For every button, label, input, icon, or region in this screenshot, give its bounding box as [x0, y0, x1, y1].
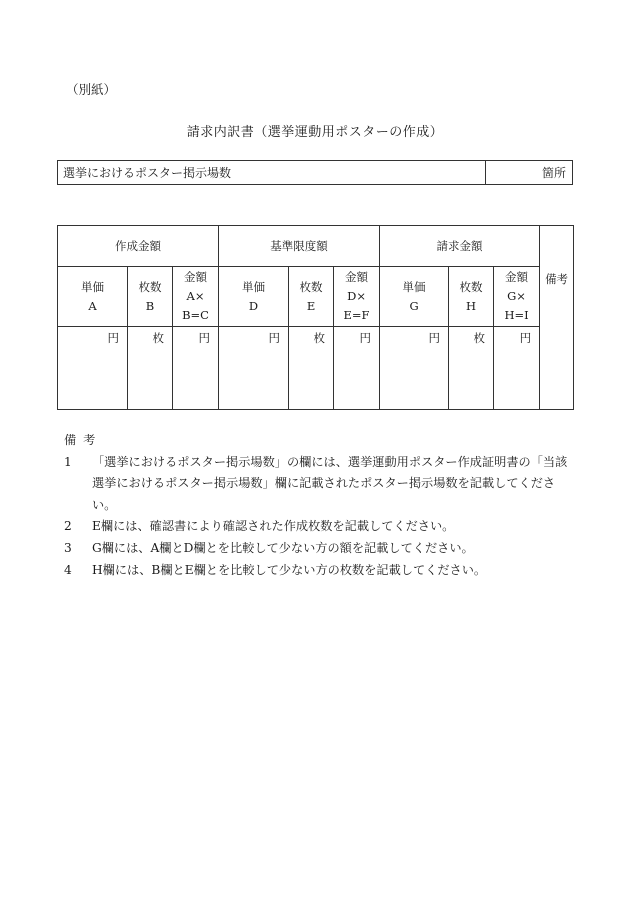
unit-cell: 円 [494, 327, 540, 410]
note-item [64, 560, 578, 582]
note-number: 4 [64, 562, 72, 577]
notes-section [64, 430, 578, 581]
note-item [64, 452, 578, 517]
column-header-line: D [248, 298, 259, 313]
unit-cell: 円 [219, 327, 289, 410]
column-header-line: 枚数 [299, 279, 323, 294]
note-text: H欄には、B欄とE欄とを比較して少ない方の枚数を記載してください。 [92, 562, 487, 577]
column-header-line: D× [347, 289, 366, 304]
column-header-line: 金額 [505, 270, 529, 285]
column-header-line: A [88, 298, 97, 313]
remarks-header: 備考 [540, 226, 574, 410]
column-header-line: B=C [182, 307, 209, 322]
unit-cell: 枚 [449, 327, 494, 410]
unit-cell: 円 [380, 327, 449, 410]
note-number: 1 [64, 454, 72, 469]
column-header-line: H [466, 298, 477, 313]
column-header-line: 金額 [184, 270, 208, 285]
unit-cell: 枚 [128, 327, 173, 410]
table-row [58, 267, 574, 327]
amount-breakdown-table [57, 225, 574, 410]
column-header-line: G [409, 298, 419, 313]
column-header [219, 267, 289, 327]
attachment-label: （別紙） [66, 82, 117, 97]
column-header-line: G× [507, 289, 526, 304]
column-header [289, 267, 334, 327]
group-header-claim-amount: 請求金額 [380, 226, 540, 267]
column-header [380, 267, 449, 327]
column-header-line: 枚数 [459, 279, 483, 294]
column-header-line: 単価 [402, 279, 426, 294]
group-header-standard-limit: 基準限度額 [219, 226, 380, 267]
poster-places-table [57, 160, 573, 185]
column-header [173, 267, 219, 327]
column-header [334, 267, 380, 327]
column-header-line: 金額 [345, 270, 369, 285]
group-header-creation-amount: 作成金額 [58, 226, 219, 267]
column-header [449, 267, 494, 327]
note-text: 「選挙におけるポスター掲示場数」の欄には、選挙運動用ポスター作成証明書の「当該選挙におけるポスター掲示場数」欄に記載されたポスター掲示場数を記載してください。 [92, 454, 568, 512]
table-row [58, 226, 574, 267]
note-text: G欄には、A欄とD欄とを比較して少ない方の額を記載してください。 [92, 540, 474, 555]
column-header-line: A× [186, 289, 205, 304]
column-header-line: 単価 [242, 279, 266, 294]
unit-cell: 円 [334, 327, 380, 410]
column-header [494, 267, 540, 327]
column-header-line: 枚数 [138, 279, 162, 294]
column-header-line: H=I [504, 307, 529, 322]
column-header [128, 267, 173, 327]
note-number: 2 [64, 519, 72, 534]
column-header-line: E [306, 298, 316, 313]
column-header-line: B [145, 298, 155, 313]
table-row [58, 161, 573, 185]
column-header [58, 267, 128, 327]
table-row [58, 327, 574, 410]
notes-heading: 備考 [64, 433, 103, 447]
poster-places-unit: 箇所 [486, 161, 573, 185]
column-header-line: 単価 [81, 279, 104, 294]
note-number: 3 [64, 540, 72, 555]
note-item [64, 516, 578, 538]
document-title: 請求内訳書（選挙運動用ポスターの作成） [186, 125, 444, 140]
note-item [64, 538, 578, 560]
unit-cell: 枚 [289, 327, 334, 410]
note-text: E欄には、確認書により確認された作成枚数を記載してください。 [92, 519, 455, 534]
unit-cell: 円 [173, 327, 219, 410]
column-header-line: E=F [343, 307, 370, 322]
poster-places-label: 選挙におけるポスター掲示場数 [58, 161, 486, 185]
unit-cell: 円 [58, 327, 128, 410]
